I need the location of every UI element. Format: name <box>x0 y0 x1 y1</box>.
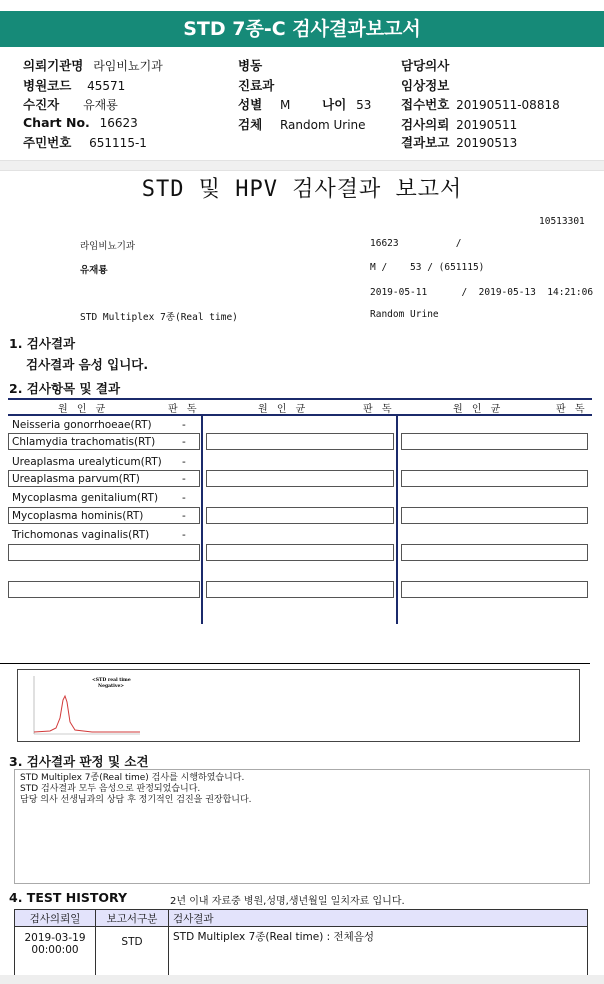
empty-row-box <box>401 544 588 561</box>
reported-label: 결과보고 <box>401 135 450 150</box>
test-history-table <box>14 909 588 978</box>
empty-row-box <box>8 581 200 598</box>
report-header-title: STD 7종-C 검사결과보고서 <box>0 11 604 47</box>
report-test-name: STD Multiplex 7종(Real time) <box>80 312 238 323</box>
reported-row <box>401 133 517 151</box>
organism-name: Chlamydia trachomatis(RT) <box>12 436 156 448</box>
institution-value: 라임비뇨기과 <box>93 59 163 73</box>
resident-no-label: 주민번호 <box>23 135 72 150</box>
grid-divider-1 <box>201 414 203 624</box>
bottom-bar <box>0 975 604 984</box>
header-divider <box>0 160 604 171</box>
institution-row <box>23 56 163 74</box>
chart-no-value: 16623 <box>99 116 138 130</box>
section4-title: 4. TEST HISTORY <box>9 890 128 905</box>
history-col-result: 검사결과 <box>169 910 588 927</box>
empty-row-box <box>206 507 394 524</box>
history-date: 2019-03-19 <box>24 932 86 944</box>
receipt-label: 접수번호 <box>401 97 450 112</box>
results-grid-header <box>8 398 592 416</box>
chart-subtitle: Negative> <box>98 684 125 689</box>
receipt-row <box>401 95 560 113</box>
organism-name: Ureaplasma parvum(RT) <box>12 473 140 485</box>
report-specimen: Random Urine <box>370 309 439 320</box>
receipt-value: 20190511-08818 <box>456 98 560 112</box>
empty-row-box <box>8 544 200 561</box>
empty-row-box <box>206 544 394 561</box>
patient-label: 수진자 <box>23 97 60 112</box>
resident-no-row <box>23 133 147 151</box>
requested-row <box>401 115 517 133</box>
hospital-code-row <box>23 76 125 94</box>
col-result-1: 판 독 <box>168 404 200 415</box>
comment-line: STD Multiplex 7종(Real time) 검사를 시행하였습니다. <box>20 773 245 783</box>
institution-label: 의뢰기관명 <box>23 58 84 73</box>
chart-no-row <box>23 115 138 130</box>
empty-row-box <box>401 433 588 450</box>
organism-result: - <box>182 419 186 431</box>
requested-value: 20190511 <box>456 118 518 132</box>
report-sex-age: M / 53 / (651115) <box>370 262 485 273</box>
report-dates: 2019-05-11 / 2019-05-13 14:21:06 <box>370 287 594 298</box>
sex-label: 성별 <box>238 97 263 112</box>
organism-result: - <box>182 529 186 541</box>
organism-name: Ureaplasma urealyticum(RT) <box>12 456 162 468</box>
organism-result: - <box>182 510 186 522</box>
history-time: 00:00:00 <box>31 944 79 956</box>
organism-name: Mycoplasma hominis(RT) <box>12 510 144 522</box>
specimen-row <box>238 115 366 133</box>
history-note: 2년 이내 자료중 병원,성명,생년월일 일치자료 입니다. <box>170 896 405 907</box>
comment-line: 담당 의사 선생님과의 상담 후 정기적인 검진을 권장합니다. <box>20 795 252 805</box>
organism-name: Trichomonas vaginalis(RT) <box>12 529 150 541</box>
hospital-code-label: 병원코드 <box>23 78 72 93</box>
table-row <box>15 927 588 978</box>
patient-row <box>23 95 118 113</box>
clinical-info-label: 임상정보 <box>401 78 450 93</box>
hospital-code-value: 45571 <box>87 79 126 93</box>
history-result: STD Multiplex 7종(Real time) : 전체음성 <box>169 927 588 978</box>
comment-box <box>14 769 590 884</box>
patient-value: 유재룡 <box>83 98 118 112</box>
section-separator <box>0 663 590 664</box>
resident-no-value: 651115-1 <box>89 136 147 150</box>
section3-title: 3. 검사결과 판정 및 소견 <box>9 754 149 769</box>
section2-title: 2. 검사항목 및 결과 <box>9 381 121 396</box>
empty-row-box <box>206 581 394 598</box>
ward-label: 병동 <box>238 58 263 73</box>
col-organism-3: 원 인 균 <box>453 404 504 415</box>
empty-row-box <box>206 433 394 450</box>
history-header-row <box>15 910 588 927</box>
empty-row-box <box>401 507 588 524</box>
amplification-curve-chart <box>22 670 142 742</box>
history-type: STD <box>96 927 169 978</box>
empty-row-box <box>401 470 588 487</box>
sex-age-row <box>238 95 371 113</box>
col-result-3: 판 독 <box>556 404 588 415</box>
requested-label: 검사의뢰 <box>401 117 450 132</box>
melt-curve-line <box>34 696 140 732</box>
col-result-2: 판 독 <box>363 404 395 415</box>
report-patient: 유재룡 <box>80 265 108 276</box>
sex-value: M <box>279 98 291 112</box>
organism-result: - <box>182 456 186 468</box>
specimen-value: Random Urine <box>279 118 366 132</box>
age-label: 나이 <box>322 97 347 112</box>
chart-no-label: Chart No. <box>23 115 90 130</box>
organism-name: Neisseria gonorrhoeae(RT) <box>12 419 152 431</box>
specimen-label: 검체 <box>238 117 263 132</box>
section1-title: 1. 검사결과 <box>9 336 76 351</box>
organism-result: - <box>182 492 186 504</box>
doctor-label: 담당의사 <box>401 58 450 73</box>
empty-row-box <box>206 470 394 487</box>
report-chart-line: 16623 / <box>370 238 462 249</box>
chart-title: <STD real time <box>92 678 131 683</box>
amplification-chart-box <box>17 669 580 742</box>
report-institution: 라임비뇨기과 <box>80 241 136 252</box>
organism-result: - <box>182 473 186 485</box>
section1-result: 검사결과 음성 입니다. <box>26 357 149 372</box>
col-organism-1: 원 인 균 <box>58 404 109 415</box>
organism-name: Mycoplasma genitalium(RT) <box>12 492 159 504</box>
report-id: 10513301 <box>539 216 585 227</box>
comment-line: STD 검사결과 모두 음성으로 판정되었습니다. <box>20 784 201 794</box>
empty-row-box <box>401 581 588 598</box>
report-title: STD 및 HPV 검사결과 보고서 <box>141 177 463 202</box>
grid-divider-2 <box>396 414 398 624</box>
reported-value: 20190513 <box>456 136 518 150</box>
dept-label: 진료과 <box>238 78 275 93</box>
history-date-cell <box>15 927 96 978</box>
history-col-type: 보고서구분 <box>96 910 169 927</box>
history-col-date: 검사의뢰일 <box>15 910 96 927</box>
col-organism-2: 원 인 균 <box>258 404 309 415</box>
organism-result: - <box>182 436 186 448</box>
age-value: 53 <box>356 98 372 112</box>
